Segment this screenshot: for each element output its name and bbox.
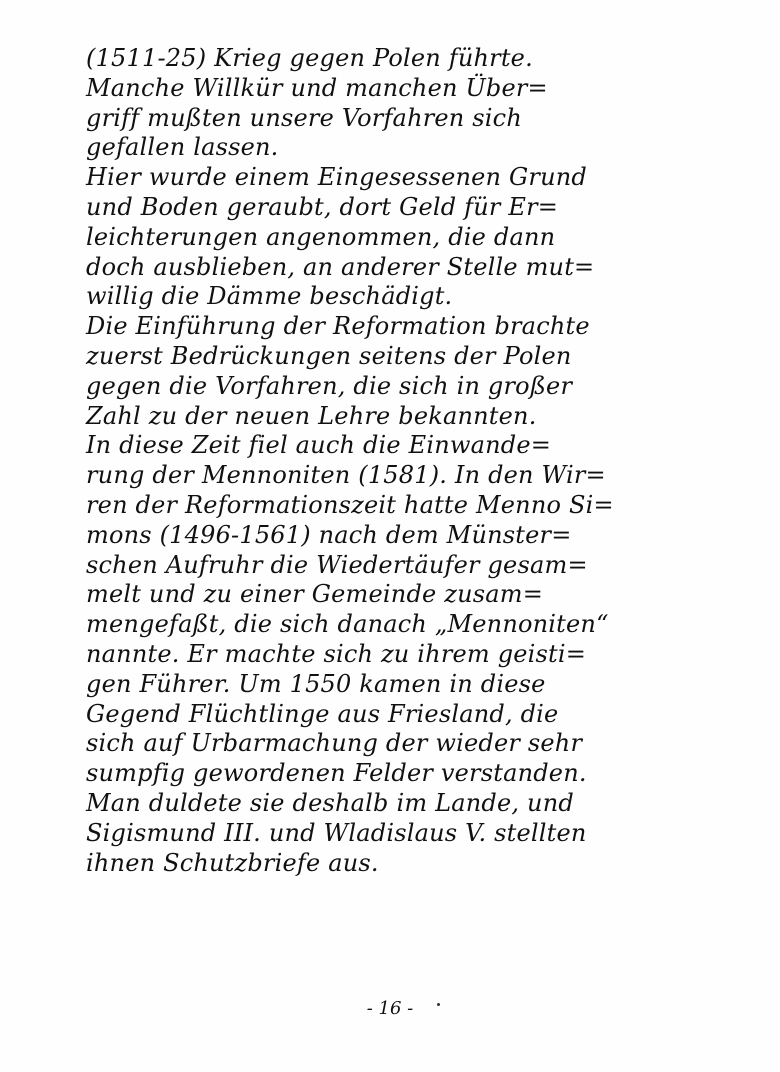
text-line: gen Führer. Um 1550 kamen in diese [86, 669, 546, 698]
text-line: mons (1496-1561) nach dem Münster= [86, 520, 572, 549]
text-line: schen Aufruhr die Wiedertäufer gesam= [86, 550, 588, 579]
text-line: willig die Dämme beschädigt. [86, 282, 453, 311]
text-line: Man duldete sie deshalb im Lande, und [86, 788, 574, 817]
text-line: Sigismund III. und Wladislaus V. stellten [86, 818, 587, 847]
text-line: mengefaßt, die sich danach „Mennoniten“ [86, 610, 609, 639]
text-line: leichterungen angenommen, die dann [86, 222, 556, 251]
ink-speck [437, 1003, 440, 1006]
text-line: rung der Mennoniten (1581). In den Wir= [86, 461, 606, 490]
text-line: zuerst Bedrückungen seitens der Polen [86, 341, 572, 370]
text-line: und Boden geraubt, dort Geld für Er= [86, 192, 559, 221]
text-line: (1511-25) Krieg gegen Polen führte. [86, 44, 533, 72]
text-line: ihnen Schutzbriefe aus. [86, 848, 379, 877]
page-number: - 16 - [366, 998, 414, 1019]
text-line: Hier wurde einem Eingesessenen Grund [86, 163, 587, 192]
text-line: ren der Reformationszeit hatte Menno Si= [86, 490, 614, 519]
text-line: nannte. Er machte sich zu ihrem geisti= [86, 639, 587, 668]
text-line: Zahl zu der neuen Lehre bekannten. [86, 401, 537, 430]
text-line: gefallen lassen. [86, 133, 279, 162]
text-line: In diese Zeit fiel auch die Einwande= [86, 431, 552, 460]
text-line: sich auf Urbarmachung der wieder sehr [86, 729, 583, 758]
text-line: Die Einführung der Reformation brachte [86, 312, 590, 341]
text-line: gegen die Vorfahren, die sich in großer [86, 371, 573, 400]
text-line: Manche Willkür und manchen Über= [86, 73, 548, 102]
text-line: Gegend Flüchtlinge aus Friesland, die [86, 699, 559, 728]
text-line: griff mußten unsere Vorfahren sich [86, 103, 522, 132]
handwritten-text-block [86, 44, 726, 878]
text-line: sumpfig gewordenen Felder verstanden. [86, 759, 587, 788]
text-line: melt und zu einer Gemeinde zusam= [86, 580, 544, 609]
text-line: doch ausblieben, an anderer Stelle mut= [86, 252, 595, 281]
